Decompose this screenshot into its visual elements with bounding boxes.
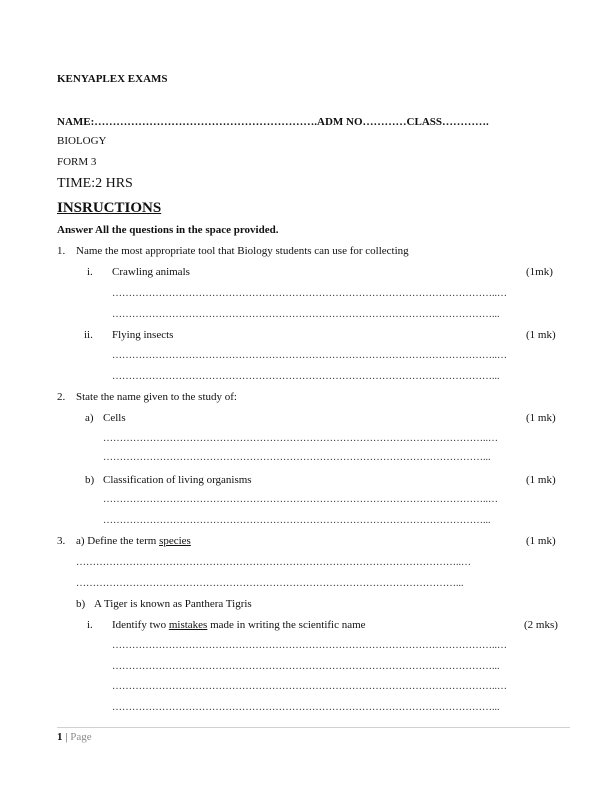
answer-line[interactable]: ……………………………………………………………………………………………………..… xyxy=(112,288,507,299)
answer-line[interactable]: ……………………………………………………………………………………………………..… xyxy=(112,640,507,651)
marks: (2 mks) xyxy=(524,619,558,631)
instructions-heading: INSRUCTIONS xyxy=(57,200,162,216)
part-label: ii. xyxy=(84,329,93,341)
question-number: 3. xyxy=(57,535,66,547)
subject: BIOLOGY xyxy=(57,135,107,147)
question-prefix: a) Define the term xyxy=(76,535,160,547)
answer-line[interactable]: ……………………………………………………………………………………………………..… xyxy=(112,681,507,692)
part-label: b) xyxy=(85,474,95,486)
answer-line[interactable]: ……………………………………………………………………………………………………... xyxy=(76,578,464,589)
part-label: a) xyxy=(85,412,94,424)
page-label: Page xyxy=(70,731,92,743)
part-text xyxy=(112,619,366,631)
footer-divider xyxy=(57,727,570,728)
marks: (1 mk) xyxy=(526,329,556,341)
question-number: 1. xyxy=(57,245,66,257)
answer-line[interactable]: ……………………………………………………………………………………………………... xyxy=(112,661,500,672)
answer-line[interactable]: ……………………………………………………………………………………………………..… xyxy=(112,350,507,361)
answer-line[interactable]: ……………………………………………………………………………………………………... xyxy=(112,309,500,320)
marks: (1 mk) xyxy=(526,535,556,547)
answer-line[interactable]: ……………………………………………………………………………………………………..… xyxy=(103,494,498,505)
instruction-text: Answer All the questions in the space provided. xyxy=(57,224,279,236)
part-label: i. xyxy=(87,619,93,631)
answer-line[interactable]: ……………………………………………………………………………………………………... xyxy=(112,702,500,713)
part-prefix: Identify two xyxy=(112,619,169,631)
key-term: species xyxy=(159,535,191,547)
form-level: FORM 3 xyxy=(57,156,97,168)
question-text: Name the most appropriate tool that Biology students can use for collecting xyxy=(76,245,409,257)
page-number: 1 xyxy=(57,731,63,743)
marks: (1 mk) xyxy=(526,412,556,424)
answer-line[interactable]: ……………………………………………………………………………………………………... xyxy=(112,371,500,382)
part-text: Crawling animals xyxy=(112,266,190,278)
answer-line[interactable]: ……………………………………………………………………………………………………... xyxy=(103,515,491,526)
part-suffix: made in writing the scientific name xyxy=(207,619,366,631)
part-label: b) xyxy=(76,598,86,610)
exam-time: TIME:2 HRS xyxy=(57,176,133,191)
part-text: Flying insects xyxy=(112,329,174,341)
school-name: KENYAPLEX EXAMS xyxy=(57,73,168,85)
part-text: Cells xyxy=(103,412,126,424)
question-text: State the name given to the study of: xyxy=(76,391,237,403)
question-text xyxy=(76,535,191,547)
answer-line[interactable]: ……………………………………………………………………………………………………... xyxy=(103,452,491,463)
student-details-line: NAME:…………………………………………………….ADM NO…………CLASS…………. xyxy=(57,116,489,128)
footer-separator: | xyxy=(65,731,68,743)
question-number: 2. xyxy=(57,391,66,403)
part-text: A Tiger is known as Panthera Tigris xyxy=(94,598,252,610)
key-term: mistakes xyxy=(168,619,208,631)
answer-line[interactable]: ……………………………………………………………………………………………………..… xyxy=(103,433,498,444)
part-text: Classification of living organisms xyxy=(103,474,252,486)
marks: (1 mk) xyxy=(526,474,556,486)
part-label: i. xyxy=(87,266,93,278)
page-footer xyxy=(57,731,92,743)
marks: (1mk) xyxy=(526,266,553,278)
answer-line[interactable]: ……………………………………………………………………………………………………..… xyxy=(76,557,471,568)
